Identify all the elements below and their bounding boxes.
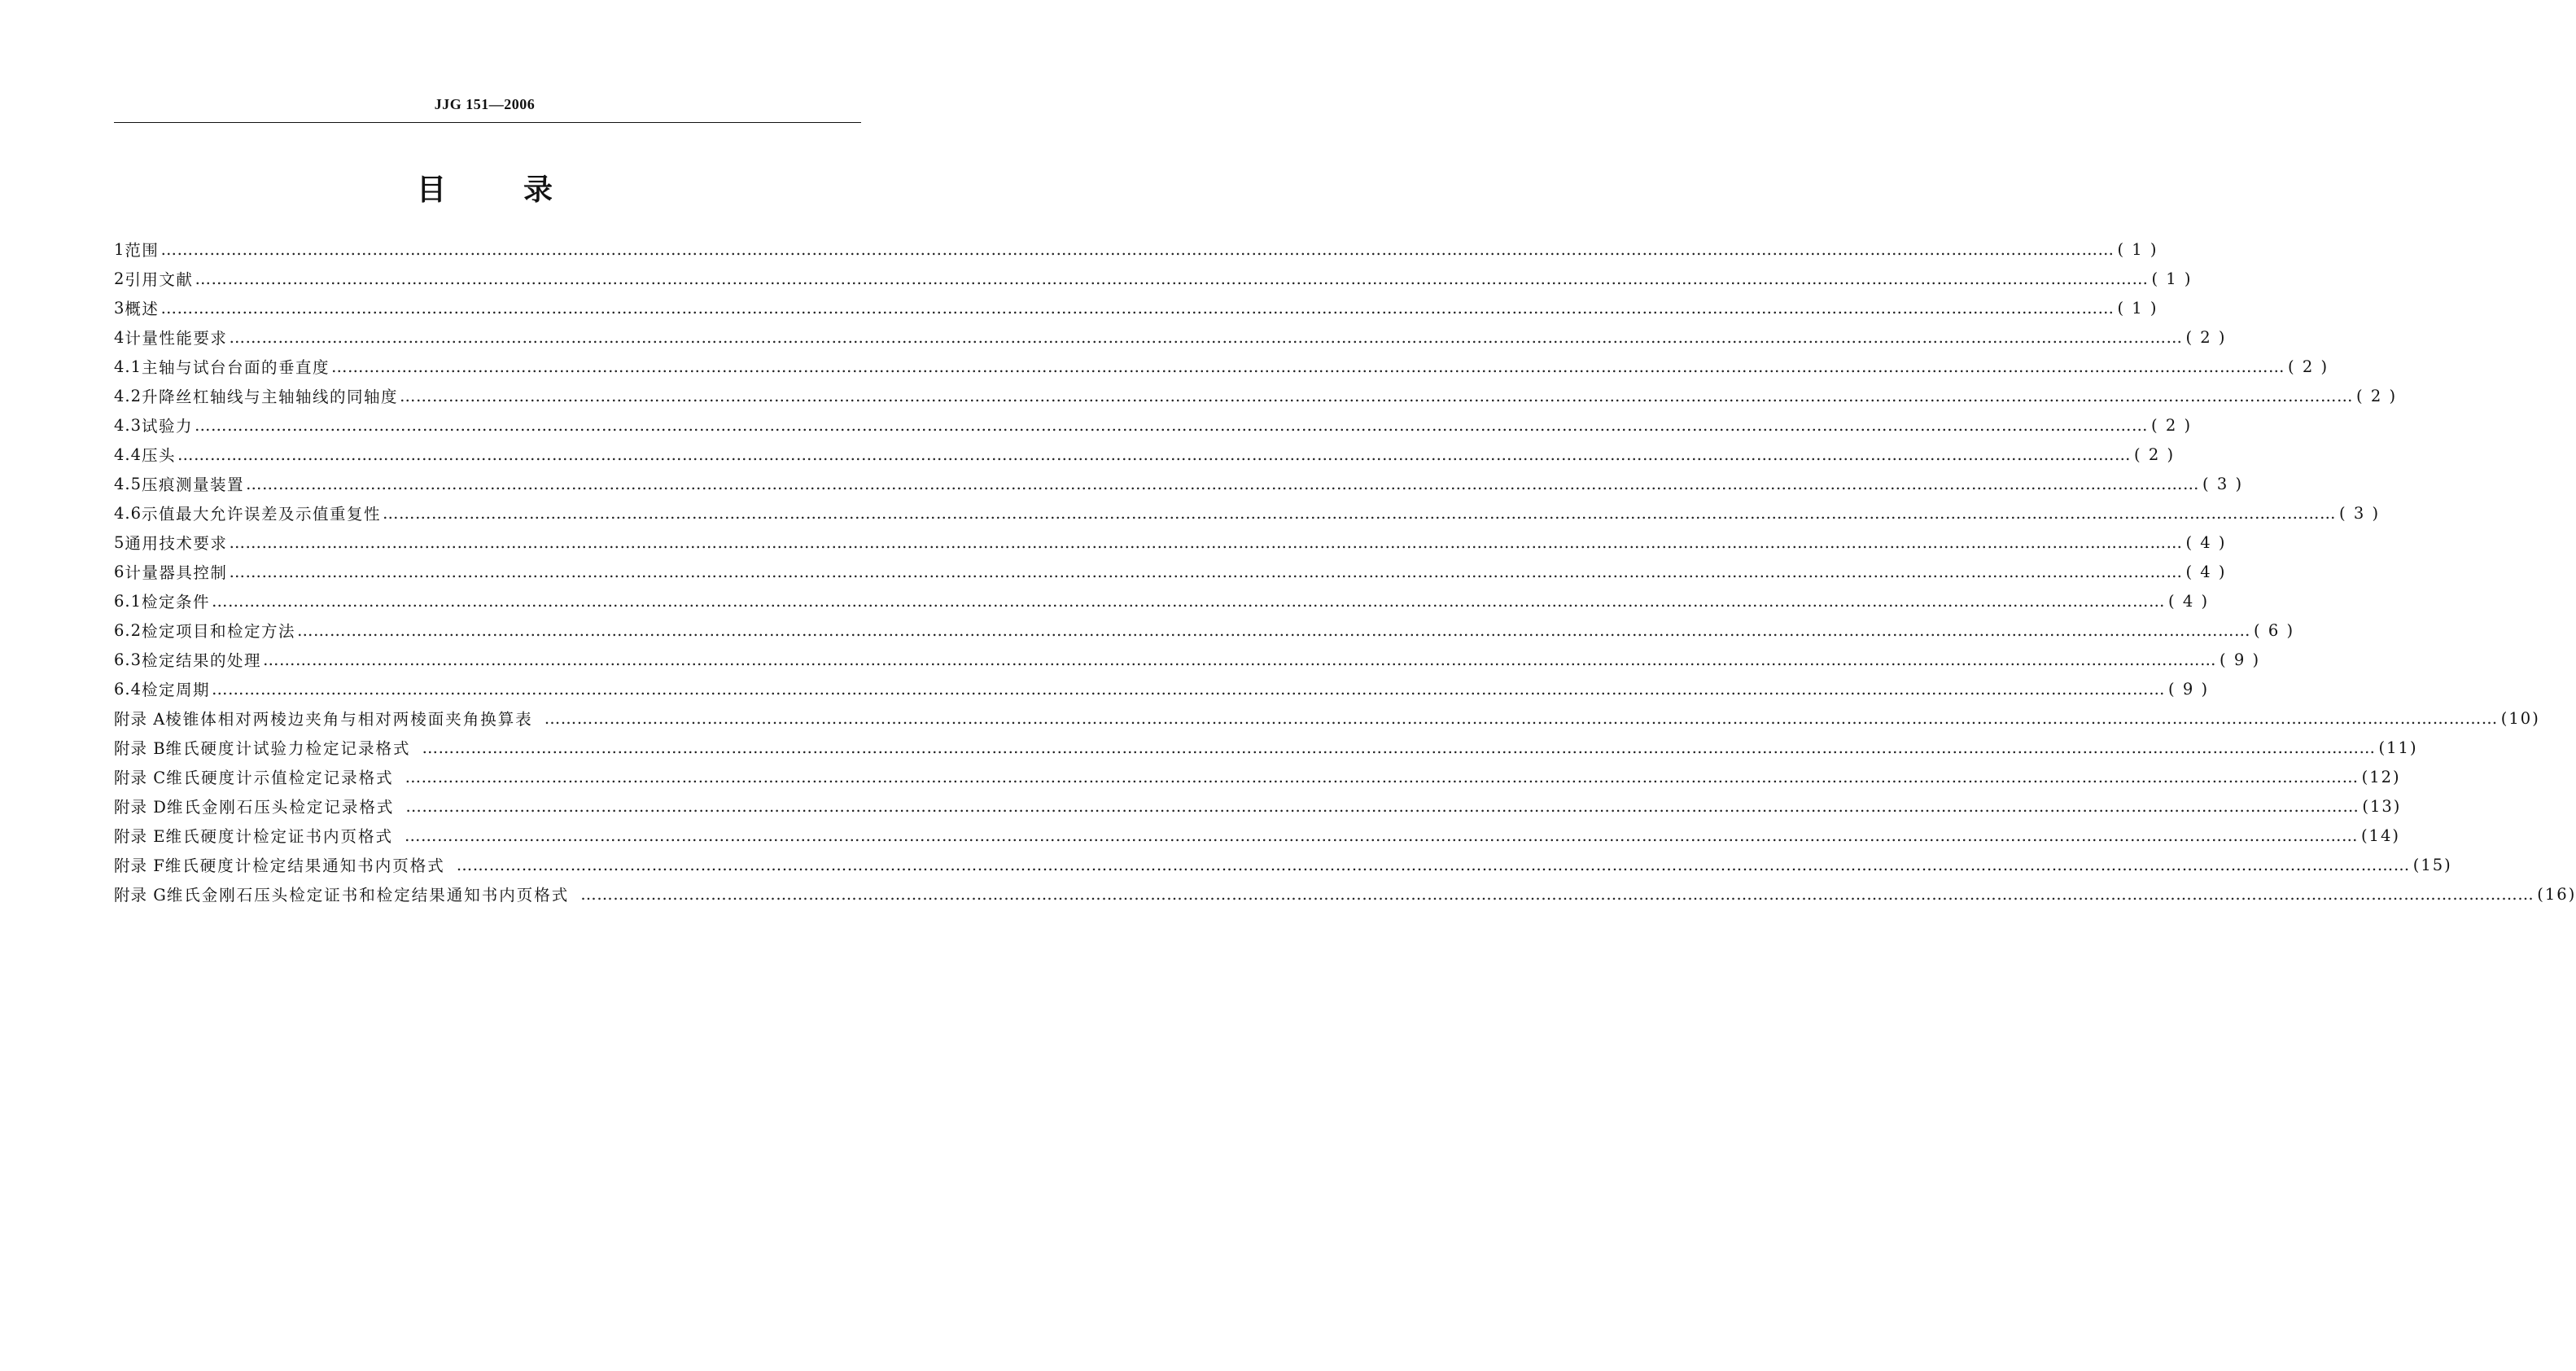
toc-entry-title: 通用技术要求 (125, 534, 228, 553)
toc-entry-page: (14) (2360, 826, 2400, 845)
toc-entry[interactable] (114, 615, 2295, 645)
header-divider (114, 122, 861, 123)
toc-entry-title: 概述 (125, 300, 160, 318)
toc-entry-title: 示值最大允许误差及示值重复性 (142, 505, 382, 523)
toc-entry-title: 检定周期 (142, 681, 211, 699)
toc-entry-title: 范围 (125, 241, 160, 260)
toc-entry-number: 附录 B (114, 739, 166, 758)
toc-leader-dots: ……………………………………………………………………………………………………………………………………………………………………………………………………………………………………………………………………………………………………………………………… (400, 386, 2354, 405)
toc-entry[interactable] (114, 879, 2576, 909)
toc-leader-dots: ……………………………………………………………………………………………………………………………………………………………………………………………………………………………………………………………………………………………………………………………… (246, 474, 2200, 493)
toc-leader-dots: ……………………………………………………………………………………………………………………………………………………………………………………………………………………………………………………………………………………………………………………………… (229, 532, 2183, 552)
toc-entry-page: ( 2 ) (2288, 357, 2329, 376)
toc-entry[interactable] (114, 791, 2402, 821)
toc-entry[interactable] (114, 528, 2227, 557)
toc-entry[interactable] (114, 821, 2400, 850)
toc-entry-title: 维氏金刚石压头检定记录格式 (166, 798, 395, 817)
toc-entry-number: 4.2 (114, 386, 142, 405)
toc-leader-dots: ……………………………………………………………………………………………………………………………………………………………………………………………………………………………………………………………………………………………………………………………… (405, 796, 2360, 816)
toc-leader-dots: ……………………………………………………………………………………………………………………………………………………………………………………………………………………………………………………………………………………………………………………………… (212, 679, 2166, 699)
toc-entry[interactable] (114, 322, 2227, 352)
toc-leader-dots: ……………………………………………………………………………………………………………………………………………………………………………………………………………………………………………………………………………………………………………………………… (195, 269, 2149, 288)
toc-leader-dots: ……………………………………………………………………………………………………………………………………………………………………………………………………………………………………………………………………………………………………………………………… (544, 708, 2498, 728)
toc-entry[interactable] (114, 440, 2176, 469)
toc-entry-number: 4 (114, 327, 125, 347)
toc-entry-title: 维氏硬度计示值检定记录格式 (166, 769, 394, 787)
toc-leader-dots: ……………………………………………………………………………………………………………………………………………………………………………………………………………………………………………………………………………………………………………………………… (422, 738, 2376, 757)
toc-entry[interactable] (114, 469, 2244, 498)
toc-entry-title: 压头 (142, 446, 177, 465)
toc-entry-title: 维氏硬度计检定结果通知书内页格式 (164, 856, 445, 875)
toc-entry-title: 检定项目和检定方法 (142, 622, 296, 641)
toc-entry[interactable] (114, 674, 2210, 703)
toc-entry-title: 维氏硬度计试验力检定记录格式 (165, 739, 411, 758)
toc-entry-number: 1 (114, 239, 125, 259)
toc-entry-page: ( 3 ) (2202, 474, 2244, 493)
toc-entry-page: ( 2 ) (2185, 327, 2227, 347)
toc-entry[interactable] (114, 762, 2401, 791)
toc-entry-title: 压痕测量装置 (142, 475, 245, 494)
toc-entry[interactable] (114, 293, 2158, 322)
toc-leader-dots: ……………………………………………………………………………………………………………………………………………………………………………………………………………………………………………………………………………………………………………………………… (405, 767, 2359, 786)
toc-leader-dots: ……………………………………………………………………………………………………………………………………………………………………………………………………………………………………………………………………………………………………………………………… (383, 503, 2337, 523)
toc-leader-dots: ……………………………………………………………………………………………………………………………………………………………………………………………………………………………………………………………………………………………………………………………… (297, 620, 2251, 640)
toc-entry-page: (12) (2361, 767, 2401, 786)
toc-entry-title: 检定结果的处理 (142, 651, 262, 670)
toc-entry[interactable] (114, 703, 2540, 733)
toc-entry-page: (11) (2378, 738, 2418, 757)
toc-leader-dots: ……………………………………………………………………………………………………………………………………………………………………………………………………………………………………………………………………………………………………………………………… (456, 855, 2410, 874)
toc-entry-number: 6.4 (114, 679, 142, 699)
toc-entry-number: 4.6 (114, 503, 142, 523)
toc-leader-dots: ……………………………………………………………………………………………………………………………………………………………………………………………………………………………………………………………………………………………………………………………… (160, 239, 2115, 259)
toc-entry-page: (15) (2412, 855, 2452, 874)
toc-entry[interactable] (114, 410, 2193, 440)
toc-entry-number: 附录 D (114, 798, 167, 817)
toc-entry[interactable] (114, 264, 2193, 293)
toc-entry[interactable] (114, 586, 2210, 615)
table-of-contents (114, 234, 2576, 909)
toc-entry-page: ( 4 ) (2185, 532, 2227, 552)
toc-entry-title: 棱锥体相对两棱边夹角与相对两棱面夹角换算表 (165, 710, 533, 729)
toc-entry-number: 3 (114, 298, 125, 318)
toc-entry-page: ( 9 ) (2220, 650, 2261, 669)
toc-leader-dots: ……………………………………………………………………………………………………………………………………………………………………………………………………………………………………………………………………………………………………………………………… (177, 445, 2132, 464)
toc-entry-number: 附录 A (114, 710, 166, 729)
toc-entry-page: ( 1 ) (2117, 239, 2158, 259)
toc-entry-page: ( 1 ) (2151, 269, 2193, 288)
toc-entry-number: 附录 C (114, 769, 167, 787)
toc-entry-page: ( 6 ) (2254, 620, 2295, 640)
toc-entry-page: (13) (2362, 796, 2402, 816)
toc-entry-page: ( 2 ) (2151, 415, 2193, 435)
title-char-2: 录 (523, 173, 553, 207)
toc-leader-dots: ……………………………………………………………………………………………………………………………………………………………………………………………………………………………………………………………………………………………………………………………… (263, 650, 2217, 669)
toc-entry-number: 4.4 (114, 445, 142, 464)
toc-entry[interactable] (114, 557, 2227, 586)
toc-entry-number: 6.1 (114, 591, 142, 611)
toc-entry[interactable] (114, 498, 2381, 528)
toc-leader-dots: ……………………………………………………………………………………………………………………………………………………………………………………………………………………………………………………………………………………………………………………………… (404, 826, 2358, 845)
toc-entry-number: 附录 E (114, 827, 166, 846)
toc-entry-title: 引用文献 (125, 270, 194, 289)
toc-entry[interactable] (114, 850, 2452, 879)
toc-entry-page: ( 2 ) (2134, 445, 2176, 464)
toc-entry-page: ( 2 ) (2356, 386, 2398, 405)
toc-leader-dots: ……………………………………………………………………………………………………………………………………………………………………………………………………………………………………………………………………………………………………………………………… (580, 884, 2534, 904)
toc-entry[interactable] (114, 352, 2329, 381)
toc-leader-dots: ……………………………………………………………………………………………………………………………………………………………………………………………………………………………………………………………………………………………………………………………… (229, 327, 2183, 347)
toc-entry-page: (16) (2537, 884, 2576, 904)
toc-entry-title: 计量性能要求 (125, 329, 228, 348)
toc-entry-title: 主轴与试台台面的垂直度 (142, 358, 330, 377)
toc-entry-number: 6.2 (114, 620, 142, 640)
toc-entry-number: 2 (114, 269, 125, 288)
toc-entry-number: 4.5 (114, 474, 142, 493)
toc-leader-dots: ……………………………………………………………………………………………………………………………………………………………………………………………………………………………………………………………………………………………………………………………… (331, 357, 2285, 376)
toc-entry-title: 升降丝杠轴线与主轴轴线的同轴度 (142, 388, 399, 406)
toc-entry-title: 试验力 (142, 417, 194, 436)
toc-leader-dots: ……………………………………………………………………………………………………………………………………………………………………………………………………………………………………………………………………………………………………………………………… (212, 591, 2166, 611)
toc-leader-dots: ……………………………………………………………………………………………………………………………………………………………………………………………………………………………………………………………………………………………………………………………… (195, 415, 2149, 435)
toc-entry-page: ( 4 ) (2185, 562, 2227, 581)
toc-entry-number: 附录 F (114, 856, 165, 875)
toc-entry-number: 6.3 (114, 650, 142, 669)
toc-entry-page: ( 3 ) (2339, 503, 2381, 523)
toc-entry-title: 维氏硬度计检定证书内页格式 (165, 827, 393, 846)
toc-entry[interactable] (114, 381, 2398, 410)
page-title (0, 167, 969, 208)
toc-leader-dots: ……………………………………………………………………………………………………………………………………………………………………………………………………………………………………………………………………………………………………………………………… (229, 562, 2183, 581)
toc-entry-page: (10) (2500, 708, 2540, 728)
toc-leader-dots: ……………………………………………………………………………………………………………………………………………………………………………………………………………………………………………………………………………………………………………………………… (160, 298, 2115, 318)
toc-entry[interactable] (114, 234, 2158, 264)
toc-entry[interactable] (114, 733, 2418, 762)
toc-entry-page: ( 4 ) (2168, 591, 2210, 611)
toc-entry-number: 5 (114, 532, 125, 552)
document-code-header: JJG 151—2006 (434, 96, 536, 112)
toc-entry-title: 维氏金刚石压头检定证书和检定结果通知书内页格式 (166, 886, 570, 905)
toc-entry[interactable] (114, 645, 2261, 674)
toc-entry-number: 4.3 (114, 415, 142, 435)
toc-entry-title: 检定条件 (142, 593, 211, 611)
toc-entry-number: 附录 G (114, 886, 167, 905)
toc-entry-title: 计量器具控制 (125, 563, 228, 582)
title-char-1: 目 (416, 173, 446, 207)
toc-entry-number: 6 (114, 562, 125, 581)
toc-entry-page: ( 1 ) (2117, 298, 2158, 318)
toc-entry-page: ( 9 ) (2168, 679, 2210, 699)
toc-entry-number: 4.1 (114, 357, 142, 376)
